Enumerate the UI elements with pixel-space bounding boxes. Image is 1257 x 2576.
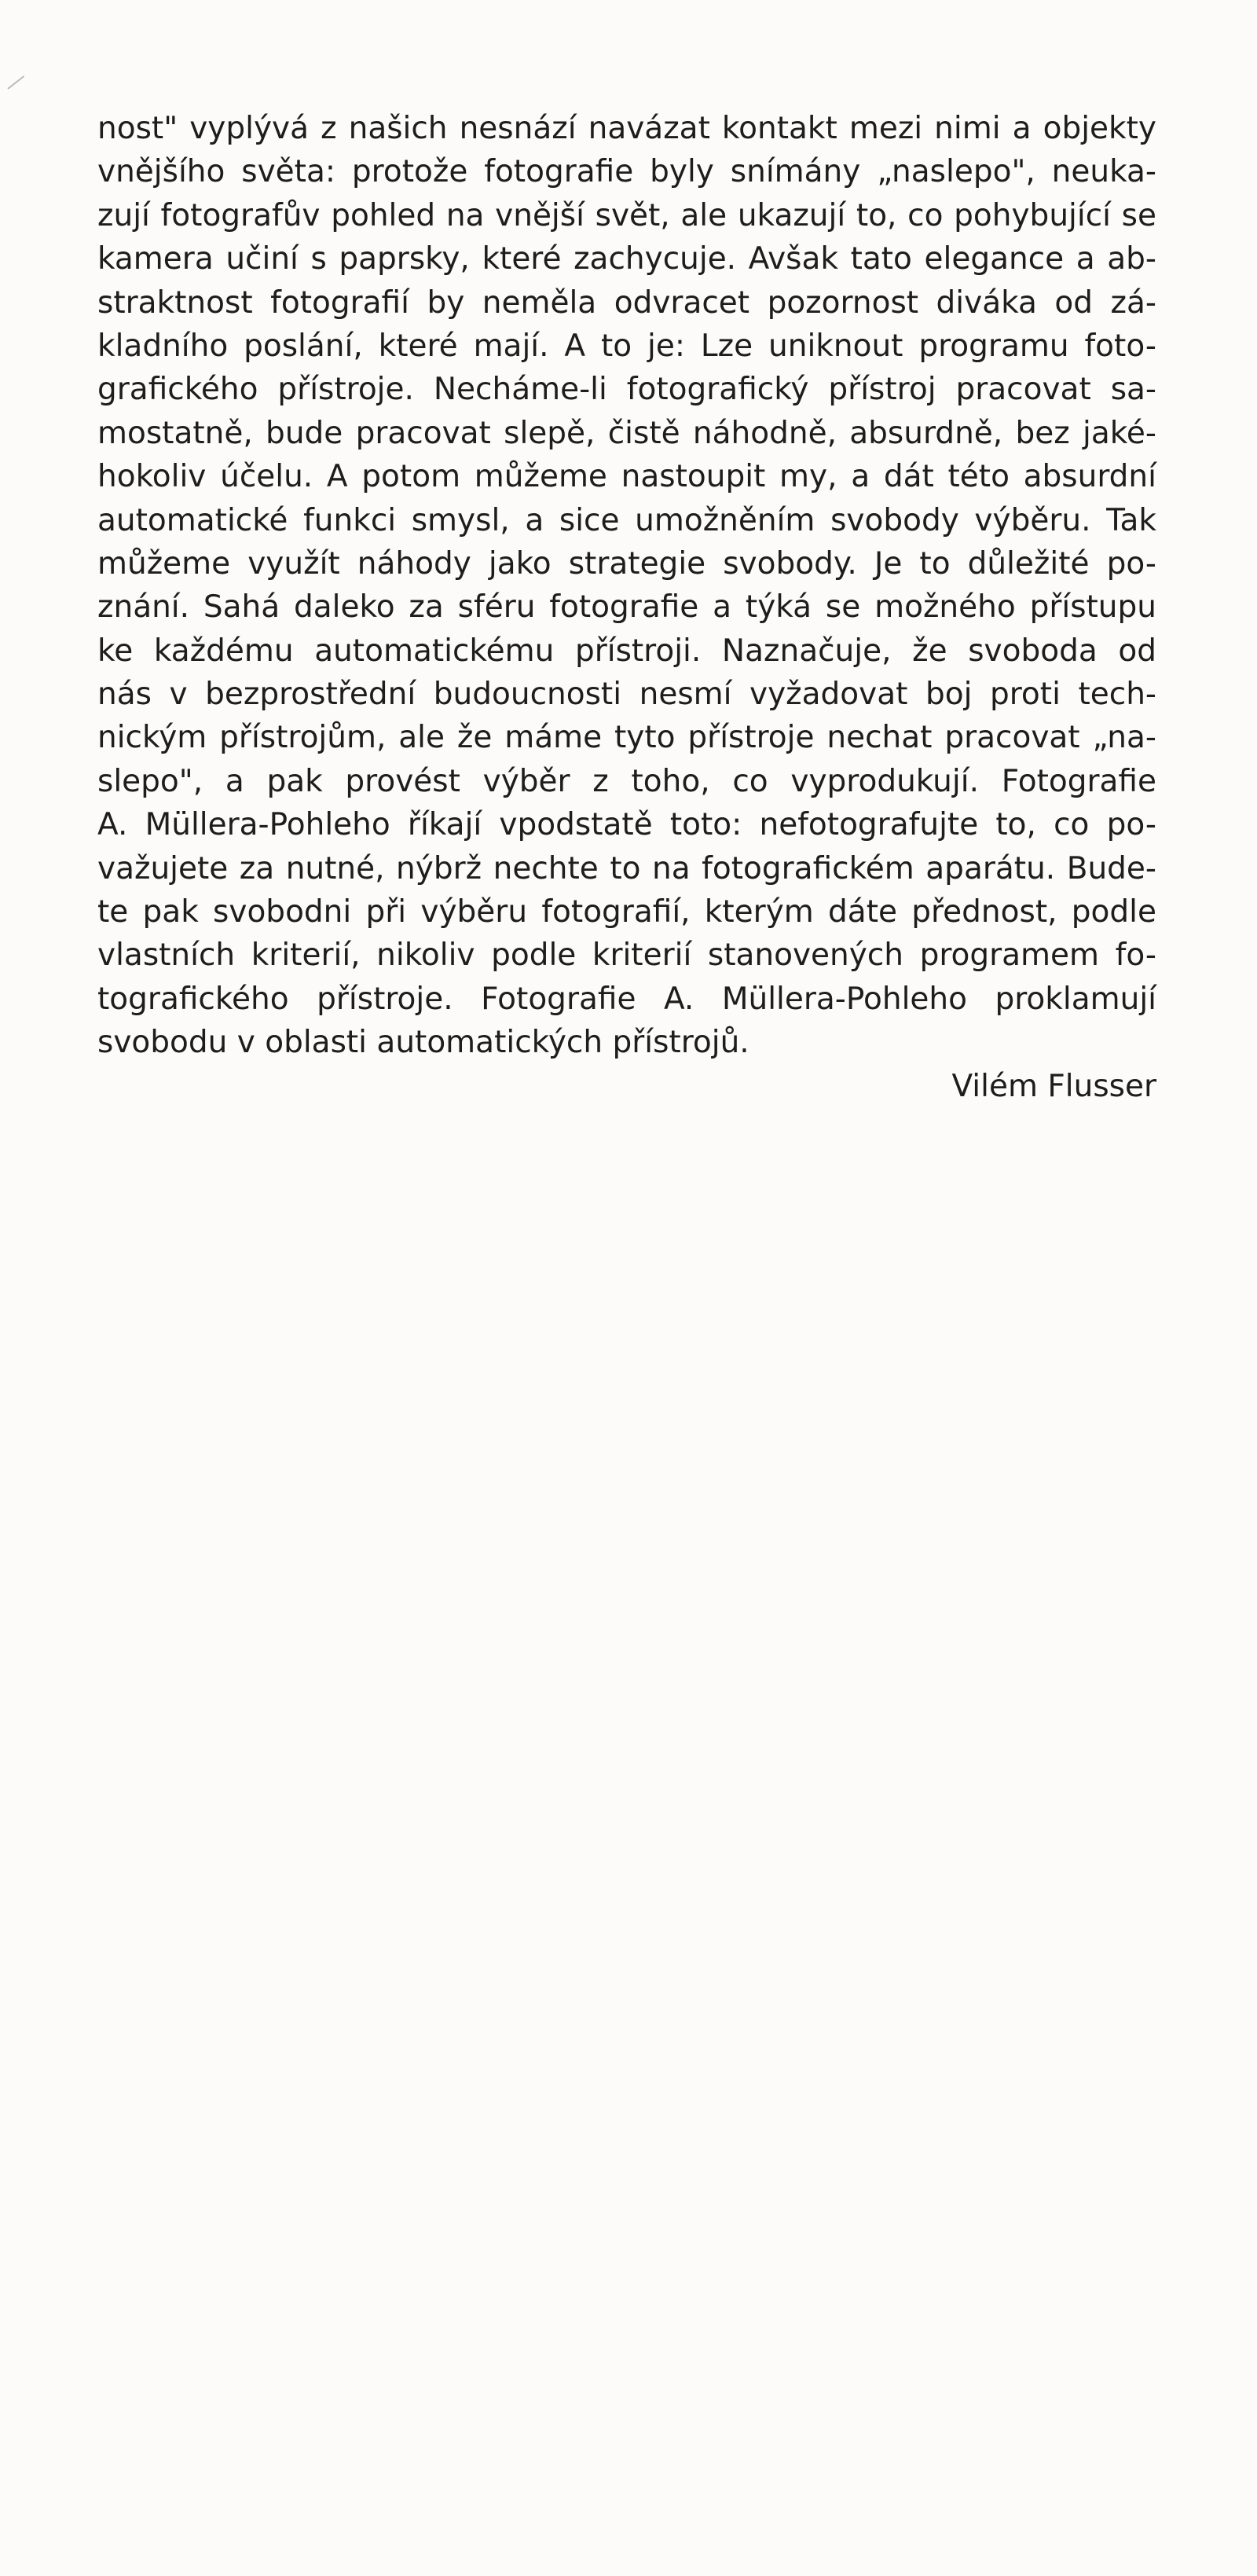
text-line: A. Müllera-Pohleho říkají vpodstatě toto: nefotografujte to, co po- — [97, 807, 1156, 843]
text-line: kladního poslání, které mají. A to je: Lze uniknout programu foto- — [97, 328, 1156, 364]
text-line: slepo", a pak provést výběr z toho, co vyprodukují. Fotografie — [97, 763, 1156, 799]
text-line: zují fotografův pohled na vnější svět, ale ukazují to, co pohybující se — [97, 197, 1156, 233]
text-line: vlastních kriterií, nikoliv podle kriterií stanovených programem fo- — [97, 938, 1156, 974]
text-line: svobodu v oblasti automatických přístrojů. — [97, 1025, 749, 1061]
text-line: straktnost fotografií by neměla odvracet pozornost diváka od zá- — [97, 284, 1156, 321]
text-line: važujete za nutné, nýbrž nechte to na fotografickém aparátu. Bude- — [97, 850, 1156, 886]
text-line: grafického přístroje. Necháme-li fotografický přístroj pracovat sa- — [97, 372, 1156, 408]
text-line: nás v bezprostřední budoucnosti nesmí vyžadovat boj proti tech- — [97, 677, 1156, 713]
text-line: te pak svobodni při výběru fotografií, kterým dáte přednost, podle — [97, 894, 1156, 930]
text-line: hokoliv účelu. A potom můžeme nastoupit my, a dát této absurdní — [97, 459, 1156, 495]
text-line: nost" vyplývá z našich nesnází navázat kontakt mezi nimi a objekty — [97, 111, 1156, 146]
author-signature: Vilém Flusser — [951, 1068, 1156, 1104]
text-line: můžeme využít náhody jako strategie svobody. Je to důležité po- — [97, 545, 1156, 582]
text-line: tografického přístroje. Fotografie A. Müllera-Pohleho proklamují — [97, 981, 1156, 1017]
article-text — [97, 107, 1156, 1108]
text-line: znání. Sahá daleko za sféru fotografie a týká se možného přístupu — [97, 589, 1156, 626]
text-line: vnějšího světa: protože fotografie byly snímány „naslepo", neuka- — [97, 154, 1156, 190]
text-line: ke každému automatickému přístroji. Naznačuje, že svoboda od — [97, 633, 1156, 669]
scan-mark — [7, 75, 24, 90]
text-line: kamera učiní s paprsky, které zachycuje. Avšak tato elegance a ab- — [97, 241, 1156, 277]
text-line: mostatně, bude pracovat slepě, čistě náhodně, absurdně, bez jaké- — [97, 415, 1156, 451]
text-line: nickým přístrojům, ale že máme tyto přístroje nechat pracovat „na- — [97, 720, 1156, 756]
text-line: automatické funkci smysl, a sice umožněním svobody výběru. Tak — [97, 502, 1156, 538]
